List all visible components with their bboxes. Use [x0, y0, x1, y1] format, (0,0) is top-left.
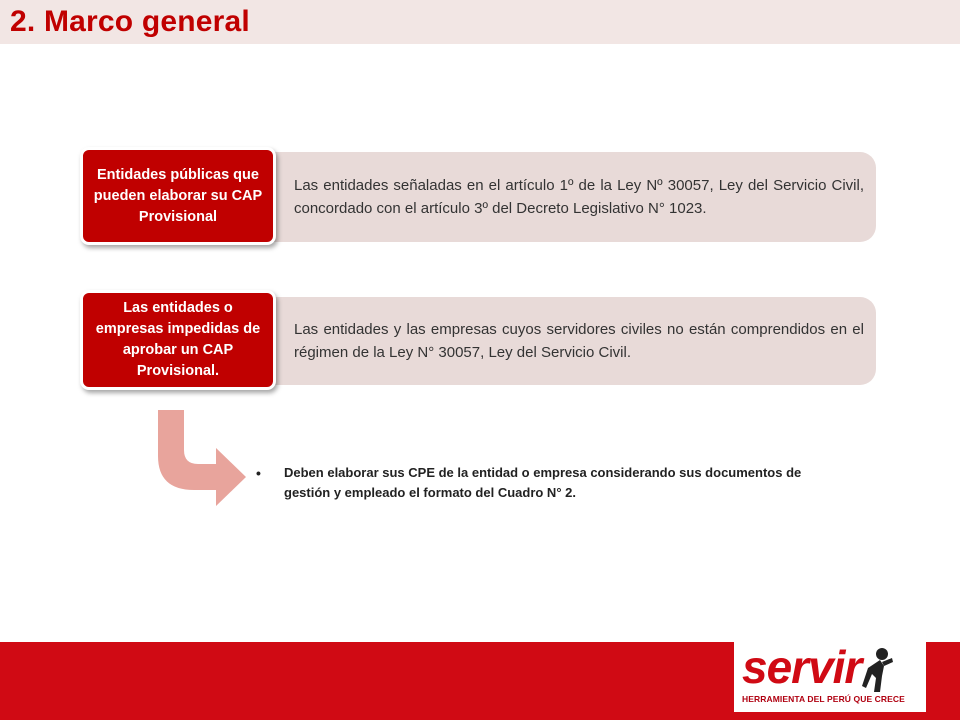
bent-arrow-icon — [150, 410, 250, 510]
section-1-label-box — [80, 147, 276, 245]
section-2-label: Las entidades o empresas impedidas de aprobar un CAP Provisional. — [95, 300, 261, 379]
section-1-label: Entidades públicas que pueden elaborar su CAP Provisional — [93, 166, 263, 225]
bullet-item — [256, 463, 846, 503]
bullet-text: Deben elaborar sus CPE de la entidad o empresa considerando sus documentos de gestión y empleado el formato del Cuadro N° 2. — [284, 465, 802, 500]
section-2-description: Las entidades y las empresas cuyos servidores civiles no están comprendidos en el régimen de la Ley N° 30057, Ley del Servicio Civil. — [294, 321, 864, 361]
servir-logo — [734, 640, 926, 712]
section-2-description-panel — [270, 297, 876, 385]
logo-tagline: HERRAMIENTA DEL PERÚ QUE CRECE — [742, 694, 905, 704]
section-2-label-box — [80, 290, 276, 390]
title-bar — [0, 0, 960, 44]
section-1-description-panel — [270, 152, 876, 242]
section-1-description: Las entidades señaladas en el artículo 1º de la Ley Nº 30057, Ley del Servicio Civil, concordado con el artículo 3º del Decreto Legislativo N° 1023. — [294, 177, 864, 217]
slide-title: 2. Marco general — [10, 5, 250, 38]
logo-wordmark: servir — [742, 641, 862, 693]
pushing-figure-icon — [854, 646, 894, 694]
bullet-dot-icon: • — [256, 465, 261, 481]
